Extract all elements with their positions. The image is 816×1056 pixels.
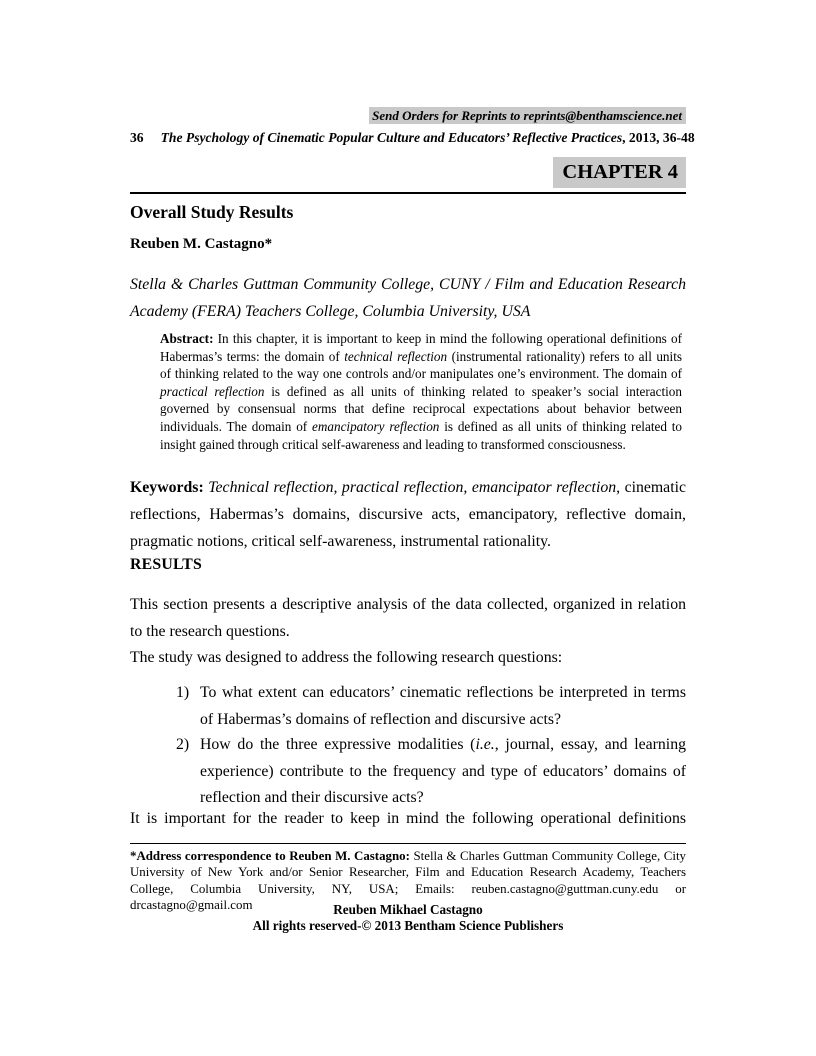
chapter-title: Overall Study Results — [130, 202, 294, 222]
chapter-badge-row — [130, 157, 686, 188]
research-question-2 — [130, 732, 686, 812]
abstract-text-2: (instrumental rationality) refers to all units of thinking related to the way one controls and/or manipulates one’s environment. The domain of — [160, 348, 682, 382]
author-name: Reuben M. Castagno* — [130, 236, 273, 252]
list-marker-2: 2) — [176, 736, 190, 753]
results-heading: RESULTS — [130, 556, 202, 573]
copyright-notice: All rights reserved-© 2013 Bentham Science Publishers — [252, 917, 564, 933]
keywords-label: Keywords: — [130, 479, 204, 496]
chapter-badge: CHAPTER 4 — [553, 157, 686, 188]
list-marker-1: 1) — [176, 684, 190, 701]
reprint-notice — [130, 107, 686, 124]
paragraph-questions-lead: The study was designed to address the following research questions: — [130, 649, 563, 666]
research-question-1-text: To what extent can educators’ cinematic reflections be interpreted in terms of Habermas’s domains of reflection and discursive acts? — [200, 684, 686, 728]
keywords-italic-terms: Technical reflection, practical reflection, emancipator reflection, — [203, 479, 621, 496]
keywords-plain-terms: cinematic reflections, Habermas’s domains, discursive acts, emancipatory, reflective domain, pragmatic notions, critical self-awareness, instrumental rationality. — [130, 479, 686, 550]
research-question-2-text — [200, 732, 686, 812]
abstract-text-3: is defined as all units of thinking related to speaker’s social interaction governed by consensual norms that define reciprocal expectations about behavior between individuals. The domain of — [160, 383, 682, 434]
header-rule — [130, 192, 686, 194]
abstract — [160, 330, 682, 453]
reprint-notice-text: Send Orders for Reprints to reprints@benthamscience.net — [369, 107, 686, 124]
book-title: The Psychology of Cinematic Popular Culture and Educators’ Reflective Practices — [160, 130, 623, 145]
author-affiliation: Stella & Charles Guttman Community College, CUNY / Film and Education Research Academy (FERA) Teachers College, Columbia University, USA — [130, 276, 686, 320]
running-head — [130, 129, 695, 146]
research-question-2-pre: How do the three expressive modalities ( — [200, 736, 476, 753]
paragraph-operational-definitions: It is important for the reader to keep in mind the following operational definitions — [130, 810, 686, 827]
footnote-label: *Address correspondence to Reuben M. Castagno: — [130, 849, 410, 863]
keywords — [130, 474, 686, 555]
abstract-term-practical-reflection: practical reflection — [160, 383, 265, 399]
research-question-2-ie: i.e. — [475, 736, 495, 753]
research-question-2-post: , journal, essay, and learning experience) contribute to the frequency and type of educators’ domains of reflection and their discursive acts? — [200, 736, 686, 806]
footnote-text: Stella & Charles Guttman Community College, City University of New York and/or Senior Researcher, Film and Education Research Academy, Teachers College, Columbia University, NY, USA; Emails: reuben.castagno@guttman.cuny.edu or drcastagno@gmail.com — [130, 849, 686, 912]
abstract-term-emancipatory-reflection: emancipatory reflection — [312, 418, 440, 434]
page-number: 36 — [130, 130, 144, 145]
abstract-label: Abstract: — [160, 331, 214, 346]
abstract-text-1: In this chapter, it is important to keep in mind the following operational definitions of Habermas’s terms: the domain of — [160, 331, 682, 364]
copyright-author: Reuben Mikhael Castagno — [333, 902, 483, 917]
copyright-footer — [130, 902, 686, 933]
abstract-term-technical-reflection: technical reflection — [344, 348, 448, 364]
research-question-1 — [130, 680, 686, 733]
citation-info: , 2013, 36-48 — [622, 130, 695, 145]
abstract-text-4: is defined as all units of thinking related to insight gained through critical self-awareness and leading to transformed consciousness. — [160, 418, 683, 452]
paragraph-intro: This section presents a descriptive analysis of the data collected, organized in relation to the research questions. — [130, 596, 686, 640]
